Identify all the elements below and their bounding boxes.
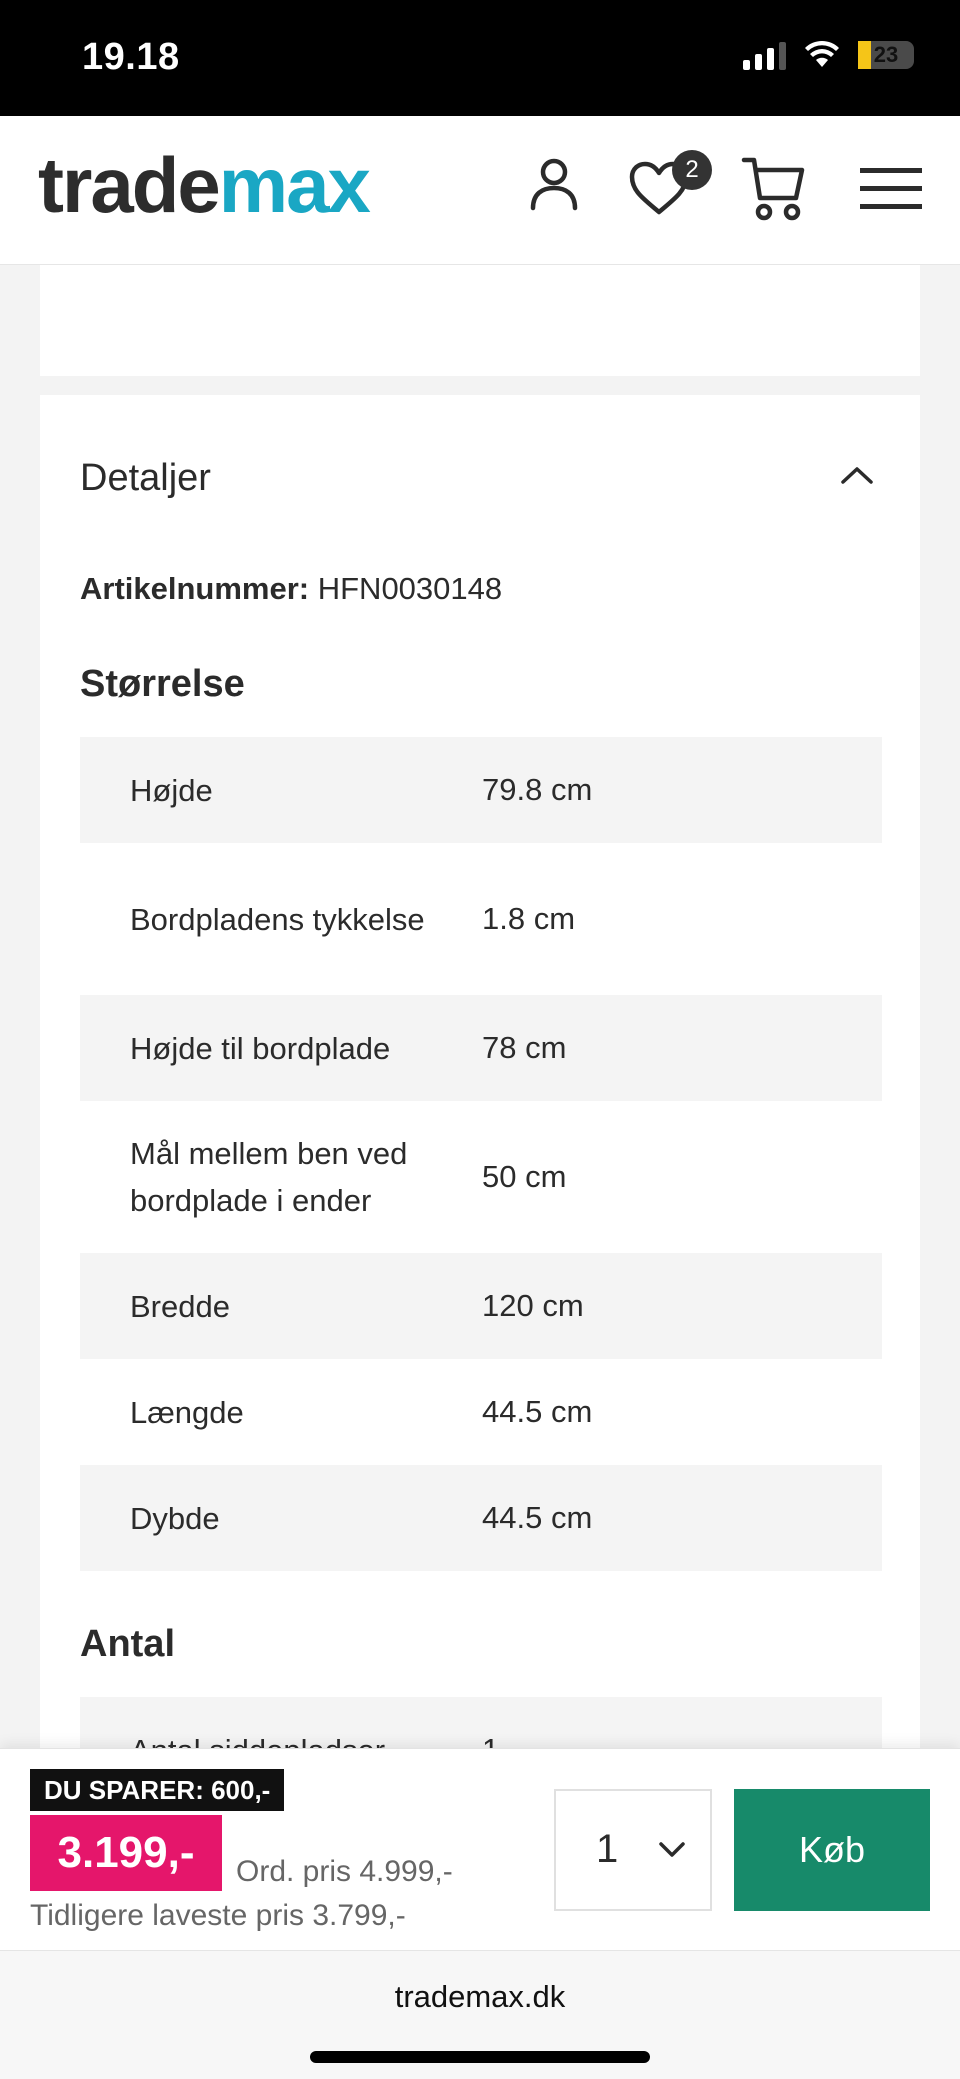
status-bar <box>0 0 960 116</box>
previous-lowest-price: Tidligere laveste pris 3.799,- <box>30 1899 406 1932</box>
logo-part2: max <box>218 141 369 229</box>
status-icons <box>743 40 914 70</box>
price-badge: 3.199,- <box>30 1815 222 1891</box>
table-row <box>80 1359 882 1465</box>
article-number-label: Artikelnummer: <box>80 571 310 606</box>
table-row <box>80 995 882 1101</box>
previous-section-card <box>40 264 920 376</box>
cart-icon[interactable] <box>742 156 806 229</box>
details-card <box>40 395 920 1795</box>
spec-label: Mål mellem ben ved bordplade i ender <box>130 1136 408 1218</box>
spec-label: Bredde <box>130 1288 230 1324</box>
logo-part1: trade <box>38 141 219 229</box>
spec-value: 120 cm <box>482 1288 584 1323</box>
menu-icon[interactable] <box>860 166 922 217</box>
site-header <box>0 116 960 265</box>
spec-label: Højde til bordplade <box>130 1030 391 1066</box>
chevron-up-icon[interactable] <box>840 465 874 490</box>
spec-label: Dybde <box>130 1500 220 1536</box>
spec-label: Bordpladens tykkelse <box>130 901 425 937</box>
spec-value: 50 cm <box>482 1159 567 1194</box>
size-heading: Størrelse <box>80 663 245 705</box>
spec-value: 1.8 cm <box>482 901 576 936</box>
spec-value: 79.8 cm <box>482 772 593 807</box>
savings-badge: DU SPARER: 600,- <box>30 1769 284 1811</box>
quantity-select[interactable] <box>554 1789 712 1911</box>
purchase-bar <box>0 1748 960 1951</box>
quantity-value: 1 <box>596 1827 619 1871</box>
spec-label: Højde <box>130 772 213 808</box>
spec-value: 78 cm <box>482 1030 567 1065</box>
trademax-logo[interactable] <box>38 141 369 229</box>
home-indicator <box>310 2051 650 2063</box>
ordinary-price: Ord. pris 4.999,- <box>236 1855 453 1888</box>
spec-label: Længde <box>130 1394 244 1430</box>
count-heading: Antal <box>80 1623 175 1665</box>
article-number-value: HFN0030148 <box>317 571 503 606</box>
table-row <box>80 1465 882 1571</box>
table-row <box>80 1253 882 1359</box>
table-row <box>80 1101 882 1253</box>
status-time: 19.18 <box>82 36 180 78</box>
article-number <box>80 571 502 607</box>
user-icon[interactable] <box>528 156 580 217</box>
details-title[interactable]: Detaljer <box>80 457 211 499</box>
size-table <box>80 737 882 1571</box>
browser-url-bar <box>0 1950 960 2079</box>
table-row <box>80 843 882 995</box>
buy-button[interactable]: Køb <box>734 1789 930 1911</box>
url-text[interactable]: trademax.dk <box>394 1979 566 2014</box>
chevron-down-icon <box>658 1841 686 1864</box>
table-row <box>80 737 882 843</box>
cellular-signal-icon <box>743 40 786 70</box>
wifi-icon <box>804 41 840 69</box>
spec-value: 44.5 cm <box>482 1394 593 1429</box>
wishlist-count-badge: 2 <box>672 150 712 190</box>
spec-value: 44.5 cm <box>482 1500 593 1535</box>
battery-icon <box>858 41 914 69</box>
battery-level: 23 <box>873 42 899 67</box>
